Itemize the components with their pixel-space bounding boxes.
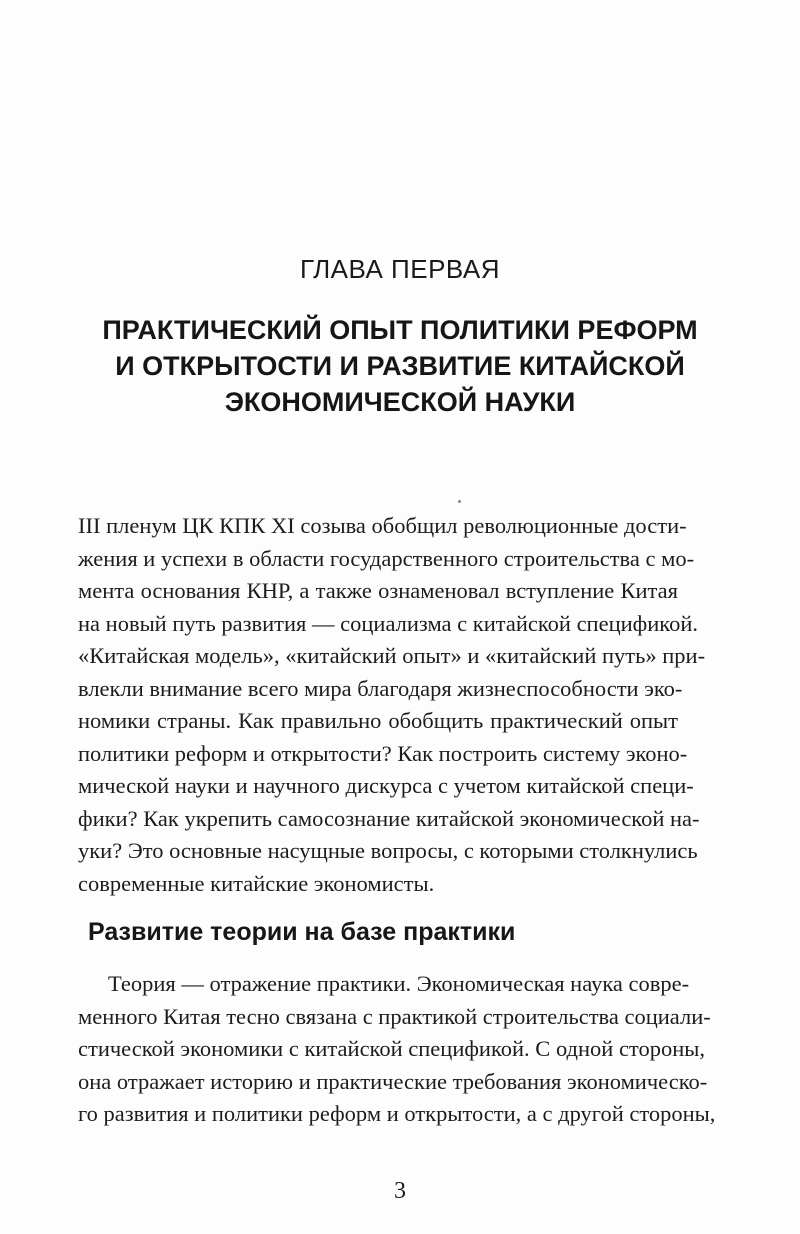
section-paragraph: [78, 968, 716, 1131]
intro-paragraph: [78, 510, 706, 900]
paragraph-line: политики реформ и открытости? Как построить систему эконо-: [78, 740, 688, 766]
paragraph-line: современные китайские экономисты.: [78, 870, 435, 896]
paragraph-line: фики? Как укрепить самосознание китайской экономической на-: [78, 805, 700, 831]
paragraph-line: она отражает историю и практические требования экономическо-: [78, 1068, 708, 1094]
paragraph-line: жения и успехи в области государственного строительства с мо-: [78, 545, 695, 571]
paragraph-line: менного Китая тесно связана с практикой строительства социали-: [78, 1003, 711, 1029]
paragraph-line: номики страны. Как правильно обобщить практический опыт: [78, 708, 678, 733]
page-number: 3: [394, 1178, 406, 1204]
paragraph-line: уки? Это основные насущные вопросы, с которыми столкнулись: [78, 838, 698, 863]
paragraph-line: Теория — отражение практики. Экономическая наука совре-: [108, 971, 690, 996]
paragraph-line: влекли внимание всего мира благодаря жизнеспособности эко-: [78, 675, 683, 701]
paragraph-line: III пленум ЦК КПК XI созыва обобщил революционные дости-: [78, 513, 687, 538]
chapter-label: ГЛАВА ПЕРВАЯ: [299, 254, 501, 284]
paragraph-line: мической науки и научного дискурса с учетом китайской специ-: [78, 773, 694, 798]
print-speck: [458, 500, 461, 503]
chapter-title-line: И ОТКРЫТОСТИ И РАЗВИТИЕ КИТАЙСКОЙ: [115, 351, 685, 381]
chapter-title: [60, 312, 740, 420]
chapter-title-line: ПРАКТИЧЕСКИЙ ОПЫТ ПОЛИТИКИ РЕФОРМ: [102, 315, 698, 345]
paragraph-line: «Китайская модель», «китайский опыт» и «китайский путь» при-: [78, 643, 706, 668]
paragraph-line: стической экономики с китайской спецификой. С одной стороны,: [78, 1036, 706, 1061]
section-heading: Развитие теории на базе практики: [88, 918, 516, 946]
paragraph-line: на новый путь развития — социализма с китайской спецификой.: [78, 610, 698, 636]
paragraph-line: го развития и политики реформ и открытости, а с другой стороны,: [78, 1101, 716, 1126]
chapter-title-line: ЭКОНОМИЧЕСКОЙ НАУКИ: [224, 387, 576, 417]
paragraph-line: мента основания КНР, а также ознаменовал вступление Китая: [78, 578, 678, 603]
